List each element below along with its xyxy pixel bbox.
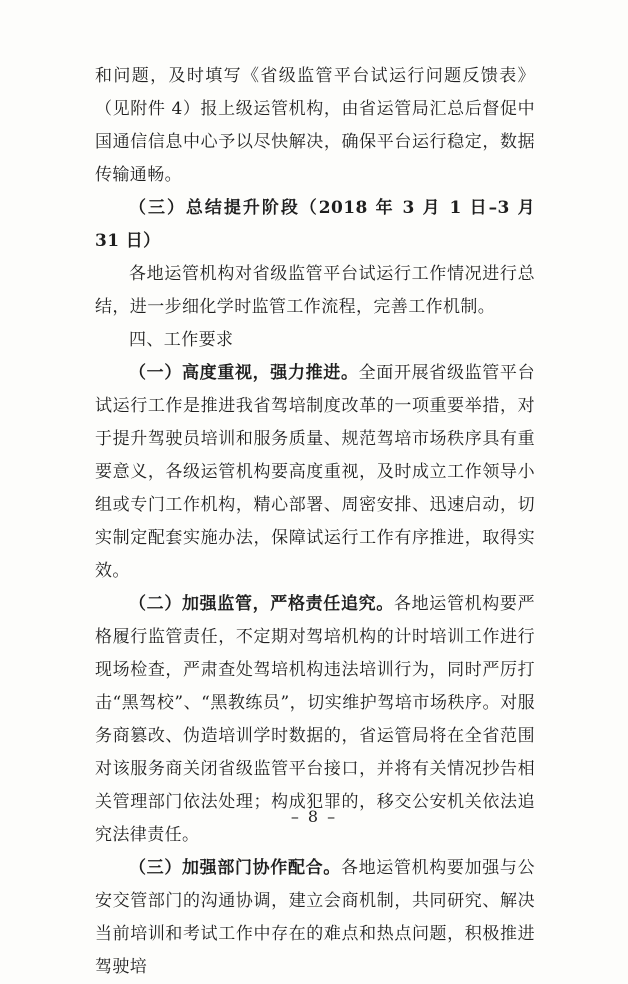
page-number: – 8 –: [290, 807, 338, 826]
paragraph-1: [95, 60, 535, 192]
paragraph-1-text: 和问题，及时填写《省级监管平台试运行问题反馈表》（见附件 4）报上级运管机构，由省运管局汇总后督促中国通信信息中心予以尽快解决，确保平台运行稳定，数据传输通畅。: [95, 66, 535, 185]
requirement-two-text: 各地运管机构要严格履行监管责任，不定期对驾培机构的计时培训工作进行现场检查，严肃查处驾培机构违法培训行为，同时严厉打击“黑驾校”、“黑教练员”，切实维护驾培市场秩序。对服务商篡改、伪造培训学时数据的，省运管局将在全省范围对该服务商关闭省级监管平台接口，并将有关情况抄告相关管理部门依法处理；构成犯罪的，移交公安机关依法追究法律责任。: [95, 594, 535, 845]
stage-three-heading: [95, 192, 535, 258]
document-body: [95, 60, 535, 984]
stage-three-heading-text: （三）总结提升阶段（2018 年 3 月 1 日–3 月 31 日）: [95, 198, 535, 251]
section-four-heading: [95, 324, 535, 357]
paragraph-3: [95, 258, 535, 324]
requirement-two-heading: （二）加强监管，严格责任追究。: [129, 594, 394, 614]
requirement-one-heading: （一）高度重视，强力推进。: [129, 363, 359, 383]
requirement-three-text: 各地运管机构要加强与公安交管部门的沟通协调，建立会商机制，共同研究、解决当前培训和考试工作中存在的难点和热点问题，积极推进驾驶培: [95, 858, 535, 977]
paragraph-3-text: 各地运管机构对省级监管平台试运行工作情况进行总结，进一步细化学时监管工作流程，完善工作机制。: [95, 264, 535, 317]
requirement-three-heading: （三）加强部门协作配合。: [129, 858, 341, 878]
section-four-heading-text: 四、工作要求: [129, 330, 234, 350]
requirement-one: [95, 357, 535, 588]
requirement-one-text: 全面开展省级监管平台试运行工作是推进我省驾培制度改革的一项重要举措，对于提升驾驶员培训和服务质量、规范驾培市场秩序具有重要意义，各级运管机构要高度重视，及时成立工作领导小组或专门工作机构，精心部署、周密安排、迅速启动，切实制定配套实施办法，保障试运行工作有序推进，取得实效。: [95, 363, 535, 581]
requirement-three: [95, 852, 535, 984]
